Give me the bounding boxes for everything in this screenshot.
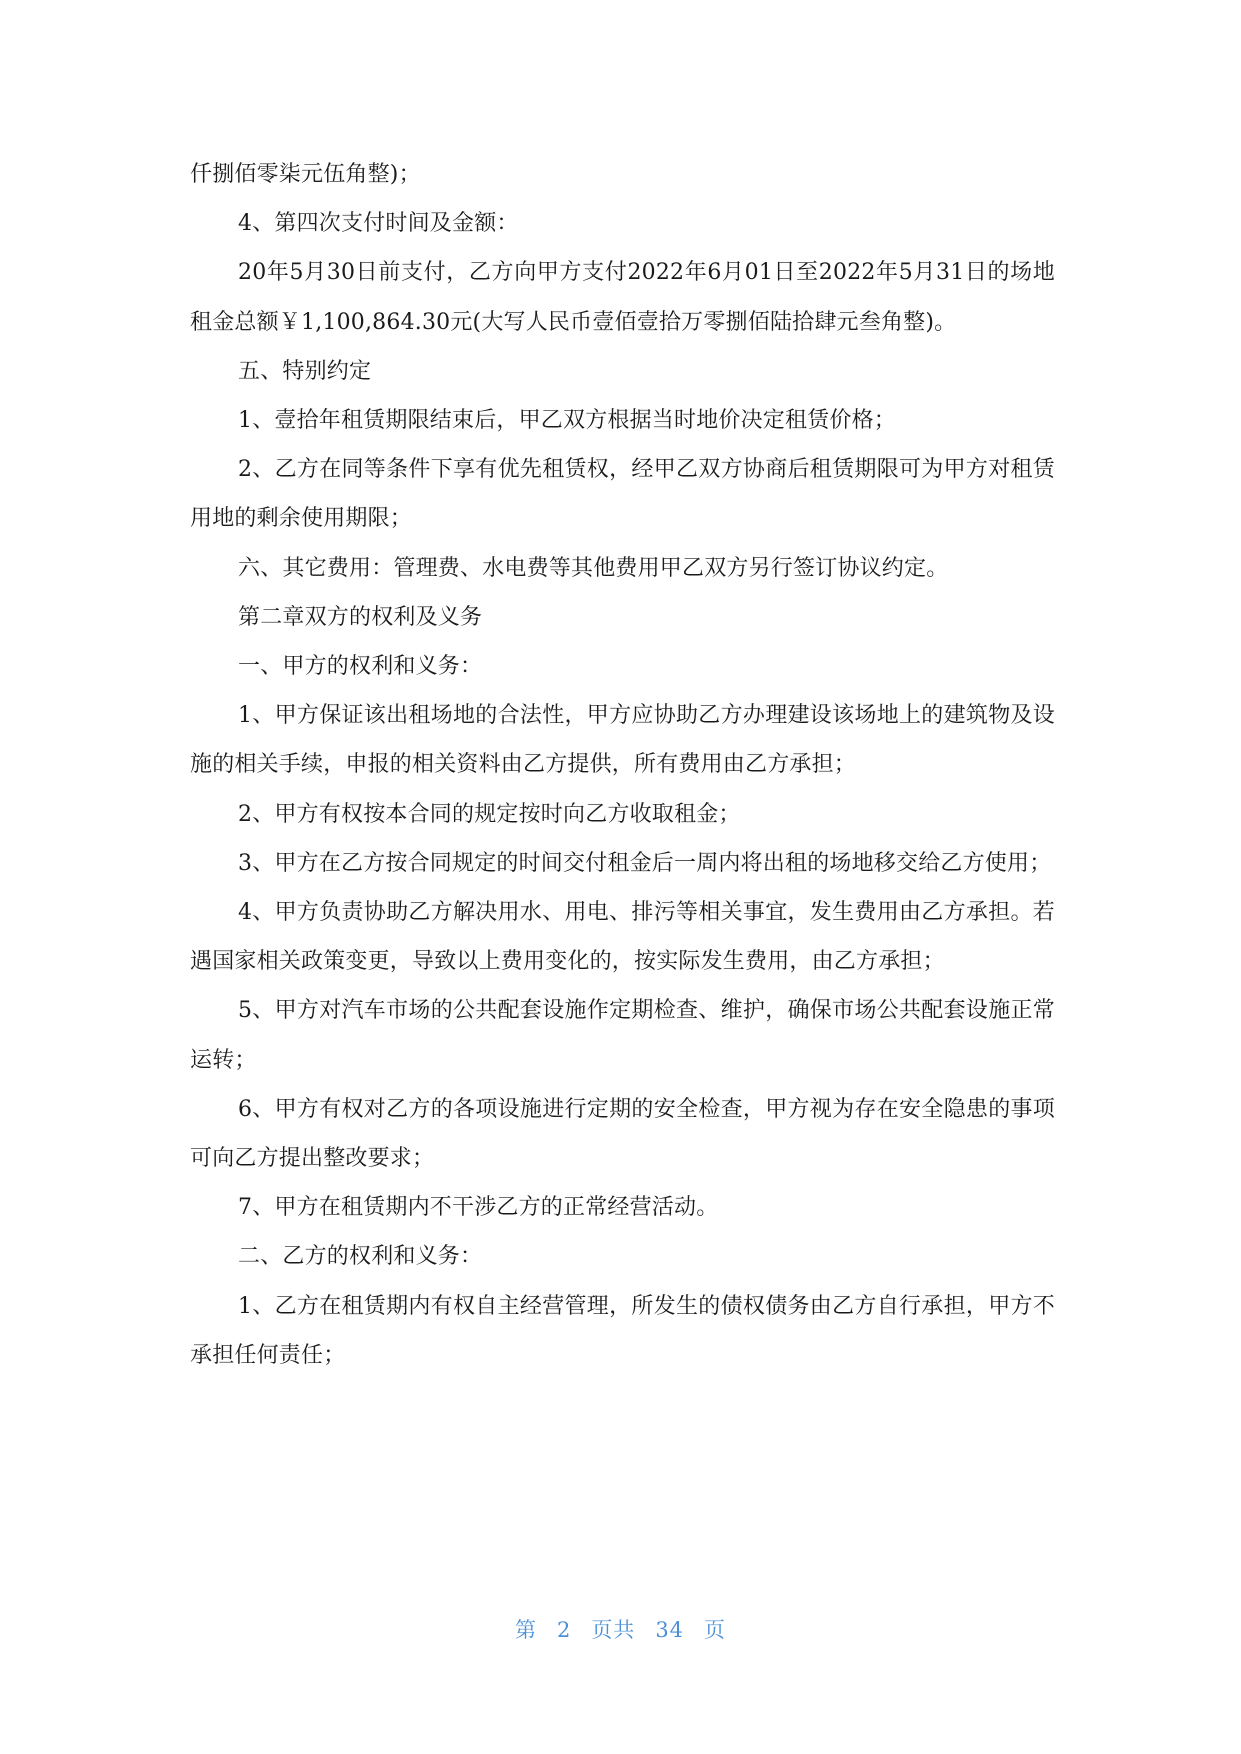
- page-number: 2: [556, 1618, 572, 1642]
- document-body: [190, 150, 1055, 1380]
- page-footer: [0, 1614, 1241, 1644]
- paragraph: 5、甲方对汽车市场的公共配套设施作定期检查、维护，确保市场公共配套设施正常运转；: [190, 998, 1055, 1073]
- paragraph: 1、乙方在租赁期内有权自主经营管理，所发生的债权债务由乙方自行承担，甲方不承担任何责任；: [190, 1293, 1055, 1368]
- paragraph: 20年5月30日前支付，乙方向甲方支付2022年6月01日至2022年5月31日的场地租金总额￥1,100,864.30元(大写人民币壹佰壹拾万零捌佰陆拾肆元叁角整)。: [190, 260, 1055, 335]
- paragraph: 4、甲方负责协助乙方解决用水、用电、排污等相关事宜，发生费用由乙方承担。若遇国家相关政策变更，导致以上费用变化的，按实际发生费用，由乙方承担；: [190, 900, 1055, 975]
- footer-suffix: 页: [704, 1618, 727, 1642]
- paragraph: 五、特别约定: [238, 358, 372, 384]
- paragraph: 7、甲方在租赁期内不干涉乙方的正常经营活动。: [238, 1195, 719, 1221]
- paragraph: 6、甲方有权对乙方的各项设施进行定期的安全检查，甲方视为存在安全隐患的事项可向乙方提出整改要求；: [190, 1096, 1055, 1172]
- paragraph: 4、第四次支付时间及金额：: [238, 211, 519, 237]
- footer-prefix: 第: [514, 1618, 537, 1642]
- paragraph: 3、甲方在乙方按合同规定的时间交付租金后一周内将出租的场地移交给乙方使用；: [238, 850, 1052, 876]
- paragraph: 2、甲方有权按本合同的规定按时向乙方收取租金；: [238, 801, 741, 827]
- paragraph: 2、乙方在同等条件下享有优先租赁权，经甲乙双方协商后租赁期限可为甲方对租赁用地的剩余使用期限；: [190, 457, 1055, 532]
- total-pages: 34: [655, 1618, 685, 1642]
- paragraph: 1、甲方保证该出租场地的合法性，甲方应协助乙方办理建设该场地上的建筑物及设施的相关手续，申报的相关资料由乙方提供，所有费用由乙方承担；: [190, 703, 1055, 778]
- paragraph: 仟捌佰零柒元伍角整)；: [190, 162, 421, 187]
- paragraph: 1、壹拾年租赁期限结束后，甲乙双方根据当时地价决定租赁价格；: [238, 408, 896, 434]
- paragraph: 二、乙方的权利和义务：: [238, 1244, 483, 1270]
- paragraph: 六、其它费用：管理费、水电费等其他费用甲乙双方另行签订协议约定。: [238, 555, 949, 581]
- footer-middle: 页共: [591, 1618, 636, 1642]
- paragraph: 一、甲方的权利和义务：: [238, 654, 483, 680]
- section-heading: 第二章双方的权利及义务: [238, 604, 483, 630]
